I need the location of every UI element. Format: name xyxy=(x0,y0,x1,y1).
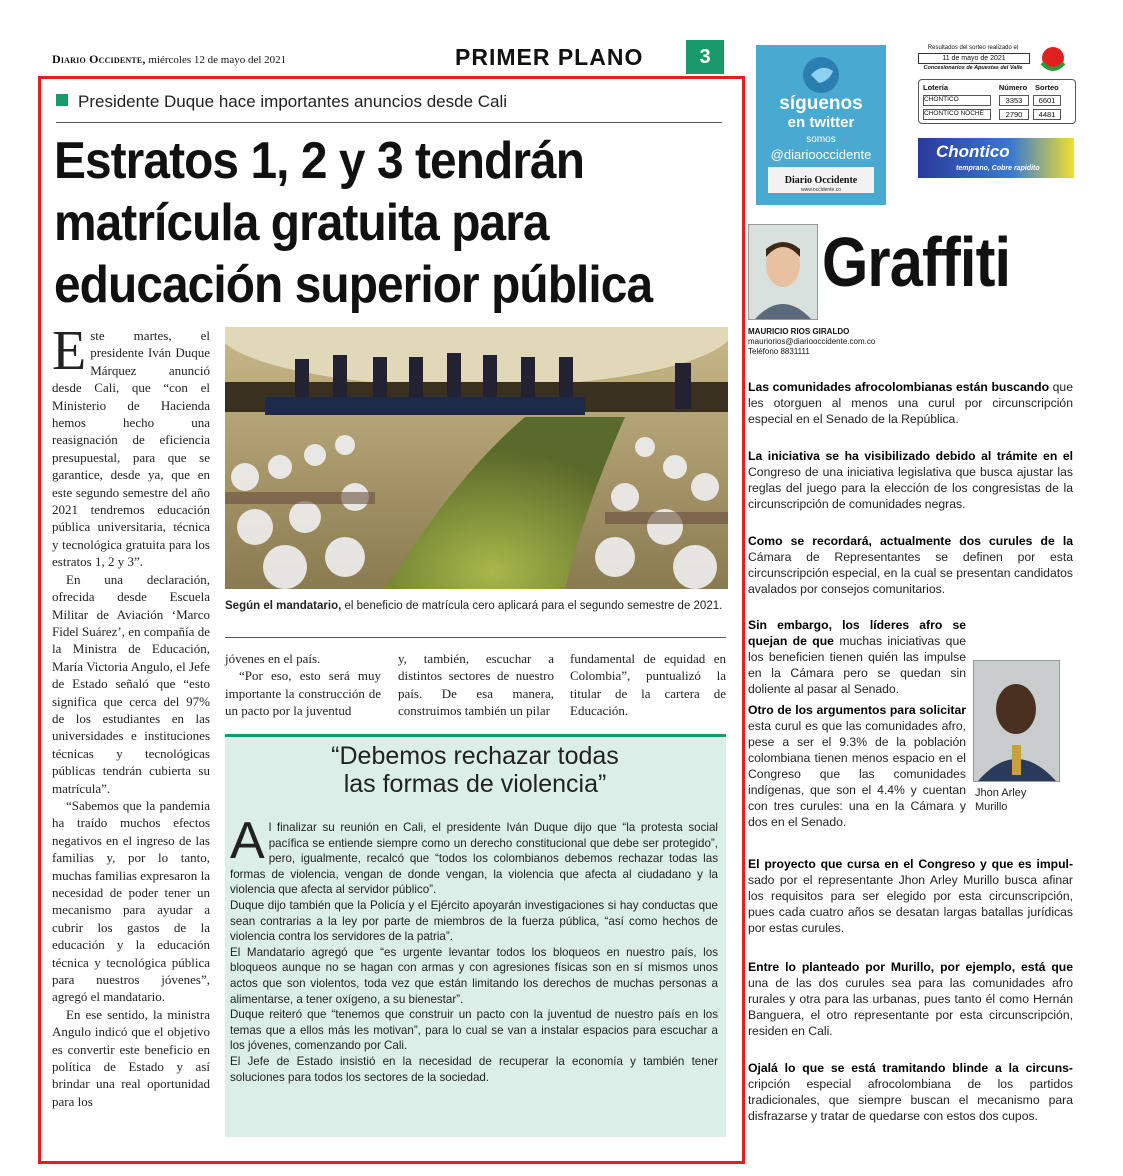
box-paragraph-4: Duque reiteró que “tenemos que construir un pacto con la juventud de nuestro país en los temas que a ellos más les motivan”, para lo cual se van a instalar espacios para escuchar a los jóvenes, comenzando por Cali. xyxy=(230,1008,718,1053)
masthead xyxy=(52,52,286,67)
author-phone: Teléfono 8831111 xyxy=(748,347,810,356)
lottery-row xyxy=(923,95,1071,106)
lottery-table xyxy=(918,79,1076,124)
lottery-intro: Resultados del sorteo realizado el xyxy=(927,45,1019,51)
murillo-photo xyxy=(973,660,1060,782)
caption-lead: Según el mandatario, xyxy=(225,600,342,612)
lottery-row xyxy=(923,109,1071,120)
author-name: MAURICIO RIOS GIRALDO xyxy=(748,327,850,336)
twitter-handle: @diariooccidente xyxy=(770,147,872,162)
twitter-brand: Diario Occidente xyxy=(784,175,858,186)
section-title: PRIMER PLANO xyxy=(455,44,644,70)
lottery-row-name: CHONTICO xyxy=(923,95,991,106)
caption-text: el beneficio de matrícula cero aplicará para el segundo semestre de 2021. xyxy=(341,600,723,612)
graffiti-item: Entre lo planteado por Murillo, por ejemplo, está que una de las dos curules sea para las comunidades afro rurales y otra para las urbanas, pues tanto él como Hernán Banguera, el otro representante por esta circunscripción, residen en Cali. xyxy=(748,960,1073,1038)
box-paragraph-3: El Mandatario agregó que “es urgente levantar todos los bloqueos en nuestro país, los bloqueos aunque no se hagan con armas y con agresiones físicas son en sí mismos unos actos que son violentos, toda vez que están limitando los derechos de muchas personas a alimentarse, a tener oxígeno, a su bienestar”. xyxy=(230,945,718,1006)
headline-line-2: matrícula gratuita para xyxy=(54,194,549,252)
col2-paragraph-1: jóvenes en el país. xyxy=(225,651,321,666)
box-paragraph-5: El Jefe de Estado insistió en la necesidad de recuperar la economía y también tener soluciones para todos los sectores de la sociedad. xyxy=(230,1054,718,1084)
lottery-results xyxy=(918,45,1078,178)
dropcap: E xyxy=(52,320,87,382)
photo-caption xyxy=(225,599,728,613)
graffiti-item: Como se recordará, actualmente dos curules de la Cámara de Representantes se definen por esta circunscripción especial, en la cual se presentan candidatos avalados por consejos comunitarios. xyxy=(748,534,1073,596)
murillo-caption: Jhon Arley Murillo xyxy=(975,787,1027,813)
twitter-url: www.occidente.co xyxy=(800,187,842,193)
headline-line-3: educación superior pública xyxy=(54,256,653,314)
graffiti-item: Otro de los argumentos para solicitar esta curul es que las comunidades afro, pese a ser el 9.3% de la población colombiana tienen menos espacio en el Congreso que las comunidades indígenas, que son el 4.4% y cuentan con tres curules: una en la Cámara y dos en el Senado. xyxy=(748,703,966,829)
quote-title-line-1: “Debemos rechazar todas xyxy=(331,742,619,770)
headline xyxy=(54,130,680,316)
twitter-ad[interactable] xyxy=(756,45,886,205)
chontico-brand: Chontico xyxy=(936,142,1010,161)
lottery-header-number: Número xyxy=(998,83,1028,92)
box-paragraph-1: l finalizar su reunión en Cali, el presidente Iván Duque dijo que “la protesta social pacífica se entiende siempre como un derecho constitucional que debe ser protegido”, pero, igualmente, recalcó que “todos los colombianos debemos rechazar todas las formas de violencia, vengan de donde vengan, la violencia que afecta al ciudadano y la violencia que afecta al servidor público”. xyxy=(230,821,718,897)
article-column-3 xyxy=(398,650,554,720)
author-info xyxy=(748,327,875,357)
lottery-row-number: 2790 xyxy=(999,109,1029,120)
lottery-row-number: 3353 xyxy=(999,95,1029,106)
caption-rule xyxy=(225,637,726,638)
quote-box-text xyxy=(230,812,718,1085)
lottery-sub: Concesionarios de Apuestas del Valle xyxy=(923,65,1023,71)
kicker-text: Presidente Duque hace importantes anuncios desde Cali xyxy=(78,92,508,111)
chontico-banner[interactable] xyxy=(918,138,1074,178)
box-paragraph-2: Duque dijo también que la Policía y el Ejército apoyarán investigaciones si hay conductas que sean contrarias a la ley por parte de miembros de la fuerza pública, “así como hechos de violencia contra los servidores de la patria”. xyxy=(230,898,718,944)
article-column-2 xyxy=(225,650,381,720)
article-kicker xyxy=(56,92,507,112)
author-photo xyxy=(748,224,818,320)
author-email: mauriorios@diariooccidente.com.co xyxy=(748,337,876,346)
lottery-row-name: CHONTICO NOCHE xyxy=(923,109,991,120)
graffiti-title: Graffiti xyxy=(822,223,1011,301)
paragraph-1: ste martes, el presidente Iván Duque Márquez anunció desde Cali, que “con el Ministerio de Hacienda hemos hecho una reasignación de eficiencia presupuestal, para que se garantice, desde ya, que en este segundo semestre del año 2021 tendremos educación pública universitaria, técnica y tecnológica gratuita para los estratos 1, 2 y 3”. xyxy=(52,328,210,570)
graffiti-item: Las comunidades afrocolombianas están buscando que les otorguen al menos una curul por circunscripción especial en el Senado de la República. xyxy=(748,380,1073,426)
article-photo xyxy=(225,327,728,589)
twitter-line-2: en twitter xyxy=(787,114,855,131)
chontico-slogan: temprano, Cobre rapidito xyxy=(956,165,1040,172)
lottery-date: 11 de mayo de 2021 xyxy=(918,53,1030,64)
paragraph-2: En una declaración, ofrecida desde Escuela Militar de Aviación ‘Marco Fidel Suárez’, en compañía de la Ministra de Educación, María Victoria Angulo, el Jefe de Estado señaló que “esto significa que cerca del 97% de los estudiantes en las universidades e instituciones técnicas y tecnológicas públicas tendrán cubierta su matrícula”. xyxy=(52,571,210,796)
lottery-logo-icon xyxy=(1036,45,1070,77)
page-number: 3 xyxy=(686,40,724,74)
lottery-header-name: Lotería xyxy=(923,83,949,92)
headline-line-1: Estratos 1, 2 y 3 tendrán xyxy=(54,132,585,190)
graffiti-item: La iniciativa se ha visibilizado debido al trámite en el Congreso de una iniciativa legislativa que busca ajustar las reglas del juego para la elección de los congresistas de la circunscripción de comunidades negras. xyxy=(748,449,1073,511)
col2-paragraph-2: “Por eso, esto será muy importante la construcción de un pacto por la juventud xyxy=(225,668,381,719)
col3-paragraph-1: y, también, escuchar a distintos sectores de nuestro país. De esa manera, construimos también un pilar xyxy=(398,651,554,719)
paragraph-3: “Sabemos que la pandemia ha traído muchos efectos negativos en el ingreso de las familias y, por lo tanto, muchas familias expresaron la necesidad de poder tener un mecanismo para ayudar a cubrir los gastos de la educación y la educación técnica y tecnológica pública para nuestros jóvenes”, agregó el mandatario. xyxy=(52,797,210,1005)
twitter-line-1: síguenos xyxy=(779,93,863,114)
twitter-line-3: somos xyxy=(806,134,836,145)
graffiti-item: Ojalá lo que se está tramitando blinde a la circuns-cripción especial afrocolombiana de los partidos tradicionales, que siempre buscan el mecanismo para disfrazarse y tratar de quedarse con estos dos cupos. xyxy=(748,1061,1073,1123)
paragraph-4: En ese sentido, la ministra Angulo indicó que el objetivo es convertir este beneficio en política de Estado y así brindar una real oportunidad para los xyxy=(52,1006,210,1109)
graffiti-item: El proyecto que cursa en el Congreso y que es impul-sado por el representante Jhon Arley Murillo busca afinar los requisitos para ser elegido por esta circunscripción, pues cada cuatro años se desatan largas batallas jurídicas por estas curules. xyxy=(748,857,1073,935)
kicker-rule xyxy=(56,122,722,123)
lottery-row-draw: 6601 xyxy=(1033,95,1061,106)
article-column-4 xyxy=(570,650,726,720)
box-dropcap: A xyxy=(230,812,265,870)
article-column-1 xyxy=(52,320,210,1110)
col4-paragraph-1: fundamental de equidad en Colombia”, puntualizó la titular de la cartera de Educación. xyxy=(570,651,726,719)
lottery-row-draw: 4481 xyxy=(1033,109,1061,120)
quote-box-title xyxy=(230,742,720,798)
paper-name: Diario Occidente, xyxy=(52,52,146,66)
graffiti-item: Sin embargo, los líderes afro se quejan de que muchas iniciativas que los beneficien tienen quién las impulse en la Cámara pero se quedan sin doliente al pasar al Senado. xyxy=(748,618,966,696)
quote-title-line-2: las formas de violencia” xyxy=(343,770,607,798)
kicker-square-icon xyxy=(56,94,68,106)
issue-date: miércoles 12 de mayo del 2021 xyxy=(148,54,287,66)
lottery-header-draw: Sorteo xyxy=(1035,83,1059,92)
